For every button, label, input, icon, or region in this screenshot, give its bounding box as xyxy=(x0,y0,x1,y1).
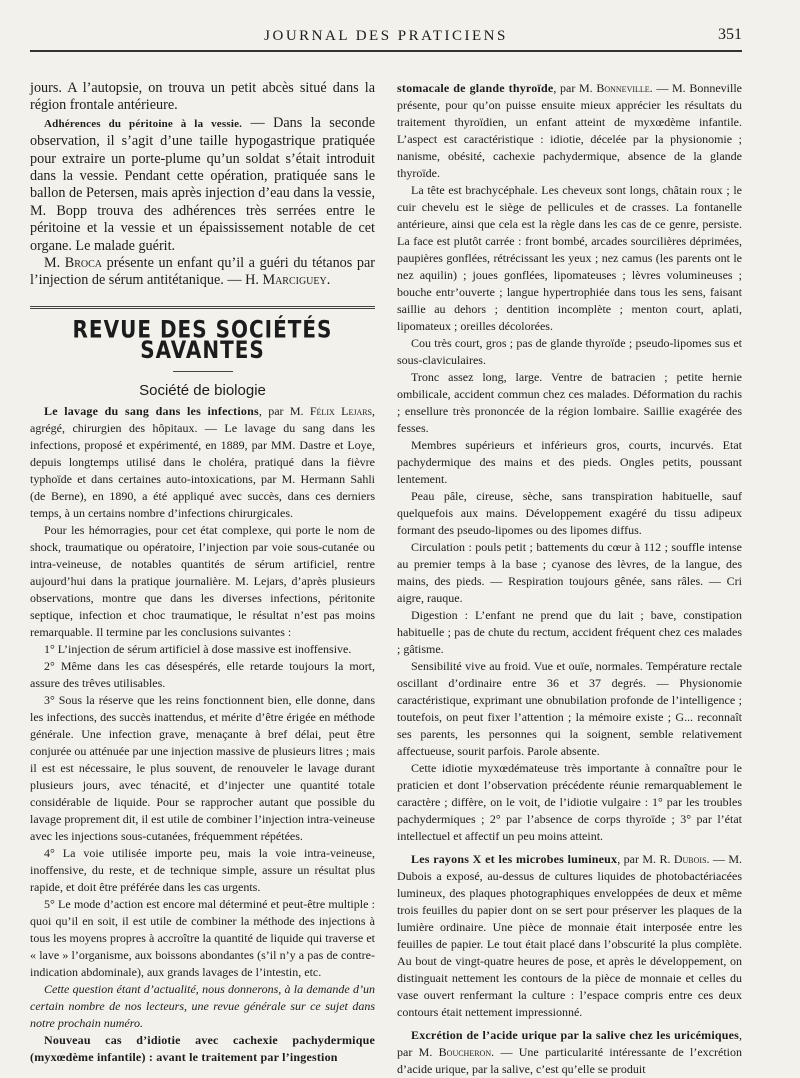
article-title: Adhérences du péritoine à la vessie. xyxy=(44,117,243,130)
text: M. xyxy=(44,255,65,272)
author-name: Félix Lejars xyxy=(309,403,373,418)
article-title: Excrétion de l’acide urique par la salive chez les uricémiques xyxy=(411,1028,739,1042)
paragraph: Circulation : pouls petit ; battements du cœur à 112 ; souffle intense au premier temps à la base ; cyanose des lèvres, de la langue, des mains, des pieds. — Respiration toujours gênée, sans râles. — Cri aigre, rauque. xyxy=(397,540,742,605)
text: présente un enfant qu’il a guéri du tétanos par l’injection de sérum antitétanique. — H. xyxy=(30,255,375,289)
person-name: Broca xyxy=(64,255,103,272)
text: . — M. Dubois a exposé, au-dessus de cultures liquides de photobactériacées lumineux, des plaques photographiques enveloppées de deux et même trois feuilles du papier dont on se sert pour préserver les plaques de la lumière ordinaire. Une pièce de monnaie était interposée entre les feuilles de papier. Le tout était placé dans l’obscurité la plus complète. Au bout de vingt-quatre heures de pose, et après le développement, on distinguait nettement les contours de la pièce de monnaie et celles du vase ouvert renfermant la culture : l’espace compris entre ces deux contours était nettement impressionné. xyxy=(397,852,743,1019)
paragraph xyxy=(30,80,375,115)
paragraph xyxy=(30,115,375,255)
journal-title: JOURNAL DES PRATICIENS xyxy=(264,28,508,44)
section-title: REVUE DES SOCIÉTÉS SAVANTES xyxy=(72,314,333,364)
page-header xyxy=(30,26,742,52)
text: jours. A l’autopsie, on trouva un petit abcès situé dans la région frontale antérieure. xyxy=(30,80,375,114)
author-name: Dubois xyxy=(673,852,707,866)
author-name: Marciguey xyxy=(262,272,327,289)
author-name: Bonneville xyxy=(596,81,650,95)
paragraph xyxy=(397,80,742,182)
paragraph: Tronc assez long, large. Ventre de batracien ; petite hernie ombilicale, accident commun chez ces malades. Déformation du rachis ; ensellure très prononcée de la région lombaire. Saillie exagérée des fesses. xyxy=(397,370,742,435)
text: . — M. Bonneville présente, pour qu’on puisse ensuite mieux apprécier les résultats du traitement thyroïdien, un enfant atteint de myxœdème infantile. L’aspect est caractéristique : idiotie, décelée par la physionomie ; nanisme, obésité, cachexie pachydermique, absence de la glande thyroïde. xyxy=(397,81,742,180)
article-title: Nouveau cas d’idiotie avec cachexie pachydermique (myxœdème infantile) : avant le traitement par l’ingestion xyxy=(30,1032,375,1064)
paragraph: Cou très court, gros ; pas de glande thyroïde ; pseudo-lipomes sus et sous-claviculaires. xyxy=(397,336,742,367)
paragraph: Digestion : L’enfant ne prend que du lait ; bave, constipation habituelle ; pas de chute du rectum, accident fréquent chez ces malades ; gâtisme. xyxy=(397,608,742,656)
paragraph: Peau pâle, cireuse, sèche, sans transpiration habituelle, sauf quelquefois aux mains. Développement exagéré du tissu adipeux formant des pseudo-lipomes ou des lipomes diffus. xyxy=(397,489,742,537)
paragraph: Cette idiotie myxœdémateuse très importante à connaître pour le praticien et dont l’observation précédente réunie remarquablement le caractère ; diffère, on le voit, de l’idiotie vulgaire : 1° par les troubles pachydermiques ; 2° par l’absence de corps thyroïde ; 3° par l’état intellectuel et affectif un peu moins atteint. xyxy=(397,761,742,843)
paragraph: Sensibilité vive au froid. Vue et ouïe, normales. Température rectale oscillant d’ordinaire entre 36 et 37 degrés. — Physionomie caractéristique, exprimant une obnubilation profonde de l’intelligence ; toutefois, on peut fixer l’attention ; la mémoire existe ; G... reconnaît ses parents, les personnes qui la soignent, semble relativement affectueuse, sourit parfois. Parole absente. xyxy=(397,659,742,758)
paragraph xyxy=(397,851,742,1021)
paragraph: Membres supérieurs et inférieurs gros, courts, incurvés. Etat pachydermique des mains et des pieds. Ongles petits, poussant lentement. xyxy=(397,438,742,486)
text: , agrégé, chirurgien des hôpitaux. — Le lavage du sang dans les infections, proposé et expérimenté, en 1889, par MM. Dastre et Loye, depuis longtemps utilisé dans le choléra, pratiqué dans la fièvre typhoïde et dans certaines auto-intoxications, par M. Hermann Sahli (de Berne), en 1890, a été appliqué avec succès, dans ces derniers temps, à un certains nombre d’infections chirurgicales. xyxy=(30,403,376,520)
paragraph xyxy=(30,403,375,522)
text: , par M. xyxy=(553,81,597,95)
text: — Dans la seconde observation, il s’agit d’une taille hypogastrique pratiquée pour extraire un porte-plume qu’un soldat s’était introduit dans la vessie. Pendant cette opération, pratiquée sans le ballon de Petersen, mais après injection d’eau dans la vessie, M. Bopp trouva des adhérences très serrées entre le péritoine et la vessie et un épaississement notable de cet organe. Le malade guérit. xyxy=(30,114,375,254)
conclusion-item: 2° Même dans les cas désespérés, elle retarde toujours la mort, assure des trêves utilisables. xyxy=(30,658,375,690)
text: , par M. xyxy=(397,1028,742,1059)
section-divider xyxy=(173,371,233,372)
paragraph: Pour les hémorragies, pour cet état complexe, qui porte le nom de shock, traumatique ou opératoire, l’injection par voie sous-cutanée ou intra-veineuse, de notables quantités de sérum artificiel, rentre aujourd’hui dans la pratique journalière. M. Lejars, d’après plusieurs observations, montre que dans les diverses infections, péritonite septique, infection et choc traumatique, le résultat n’est pas moins remarquable. Il termine par les conclusions suivantes : xyxy=(30,522,375,639)
conclusion-item: 5° Le mode d’action est encore mal déterminé et peut-être multiple : quoi qu’il en soit, il est utile de combiner la méthode des injections à tous les moyens propres à accroître la quantité de liquide qui traverse et « lave » l’organisme, aux boissons abondantes (s’il n’y a pas de contre-indication abdominale), aux grands lavages de l’intestin, etc. xyxy=(30,896,375,979)
left-column xyxy=(30,80,375,1078)
paragraph: La tête est brachycéphale. Les cheveux sont longs, châtain roux ; le cuir chevelu est le siège de pellicules et de crasses. La fontanelle antérieure, ainsi que cela est la règle dans les cas de ce genre, persiste. La face est plutôt carrée : front bombé, arcades sourcilières déprimées, paupières gonflées, rétrécissant les yeux ; nez camus (les parents ont le nez aquilin) ; joues gonflées, lipomateuses ; lèvres volumineuses ; bouche entr’ouverte ; langue hypertrophiée dans tous les sens, faisant saillie au dehors ; dentition incomplète ; menton court, aplati, lipomateux ; oreilles décolorées. xyxy=(397,183,742,333)
right-column xyxy=(397,80,742,1078)
author-name: Boucheron xyxy=(438,1045,492,1059)
text: , par M. xyxy=(258,403,310,418)
article-title: Le lavage du sang dans les infections xyxy=(44,403,259,418)
conclusion-item: 3° Sous la réserve que les reins fonctionnent bien, elle donne, dans les infections, des succès inattendus, et mérite d’être érigée en méthode générale. Une infection grave, menaçante à bref délai, peut être conjurée ou atténuée par une injection massive de plusieurs litres ; mais il est est nécessaire, le plus souvent, de renouveler le lavage durant plusieurs jours, avec ténacité, et d’injecter une quantité totale considérable de liquide. Pour se rapprocher autant que possible du lavage proprement dit, il est utile de combiner l’injection intra-veineuse avec les injections sous-cutanées, fréquemment répétées. xyxy=(30,692,375,843)
article-title: stomacale de glande thyroïde xyxy=(397,81,554,95)
paragraph xyxy=(30,255,375,290)
conclusion-item: 4° La voie utilisée importe peu, mais la voie intra-veineuse, inoffensive, du reste, et de technique simple, assure un résultat plus rapide, et doit être préférée dans les cas urgents. xyxy=(30,845,375,894)
editorial-note: Cette question étant d’actualité, nous donnerons, à la demande d’un certain nombre de nos lecteurs, une revue générale sur ce sujet dans notre prochain numéro. xyxy=(30,981,375,1030)
text: . xyxy=(326,272,331,289)
article-title: Les rayons X et les microbes lumineux xyxy=(411,852,618,866)
conclusion-item: 1° L’injection de sérum artificiel à dose massive est inoffensive. xyxy=(44,641,352,656)
paragraph xyxy=(397,1027,742,1078)
section-divider xyxy=(30,306,375,309)
text: , par M. R. xyxy=(617,852,674,866)
text: . — Une particularité intéressante de l’excrétion d’acide urique, par la salive, c’est qu’elle se produit xyxy=(397,1045,742,1076)
subsection-title: Société de biologie xyxy=(139,381,266,399)
two-column-body xyxy=(30,80,742,1078)
page-number: 351 xyxy=(718,26,742,43)
